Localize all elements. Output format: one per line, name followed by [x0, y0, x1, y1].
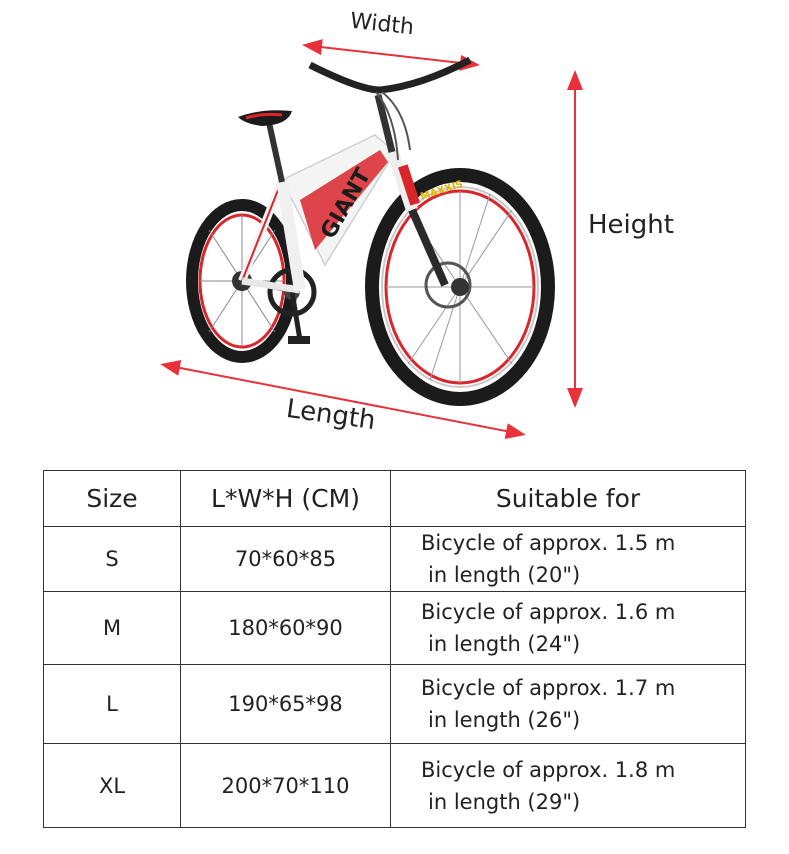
frame-brand-text: GIANT [316, 164, 377, 244]
table-row [44, 592, 746, 665]
table-row [44, 744, 746, 828]
tire-brand-text: MAXXIS [419, 178, 465, 203]
width-label: Width [348, 8, 416, 41]
dimensions-cell: 70*60*85 [181, 527, 391, 592]
suitable-line-2: in length (29") [428, 789, 581, 814]
header-suitable-for: Suitable for [391, 471, 746, 527]
table-header-row [44, 471, 746, 527]
dimensions-cell: 190*65*98 [181, 665, 391, 744]
width-arrow [312, 46, 470, 64]
size-table [43, 470, 746, 828]
size-cell: XL [44, 744, 181, 828]
size-cell: S [44, 527, 181, 592]
suitable-line-1: Bicycle of approx. 1.5 m [421, 531, 676, 555]
height-label: Height [588, 210, 674, 240]
dimensions-cell: 180*60*90 [181, 592, 391, 665]
suitable-cell [391, 744, 746, 828]
size-cell: L [44, 665, 181, 744]
length-label: Length [284, 393, 378, 437]
suitable-cell [391, 592, 746, 665]
suitable-cell [391, 527, 746, 592]
suitable-cell [391, 665, 746, 744]
suitable-line-2: in length (20") [428, 563, 581, 587]
front-wheel [372, 175, 548, 399]
header-dimensions: L*W*H (CM) [181, 471, 391, 527]
suitable-line-1: Bicycle of approx. 1.8 m [421, 757, 676, 782]
dimensions-cell: 200*70*110 [181, 744, 391, 828]
header-size: Size [44, 471, 181, 527]
suitable-line-2: in length (24") [428, 632, 581, 656]
suitable-line-1: Bicycle of approx. 1.7 m [421, 676, 676, 700]
table-row [44, 527, 746, 592]
suitable-line-2: in length (26") [428, 708, 581, 732]
table-row [44, 665, 746, 744]
suitable-line-1: Bicycle of approx. 1.6 m [421, 600, 676, 624]
size-cell: M [44, 592, 181, 665]
